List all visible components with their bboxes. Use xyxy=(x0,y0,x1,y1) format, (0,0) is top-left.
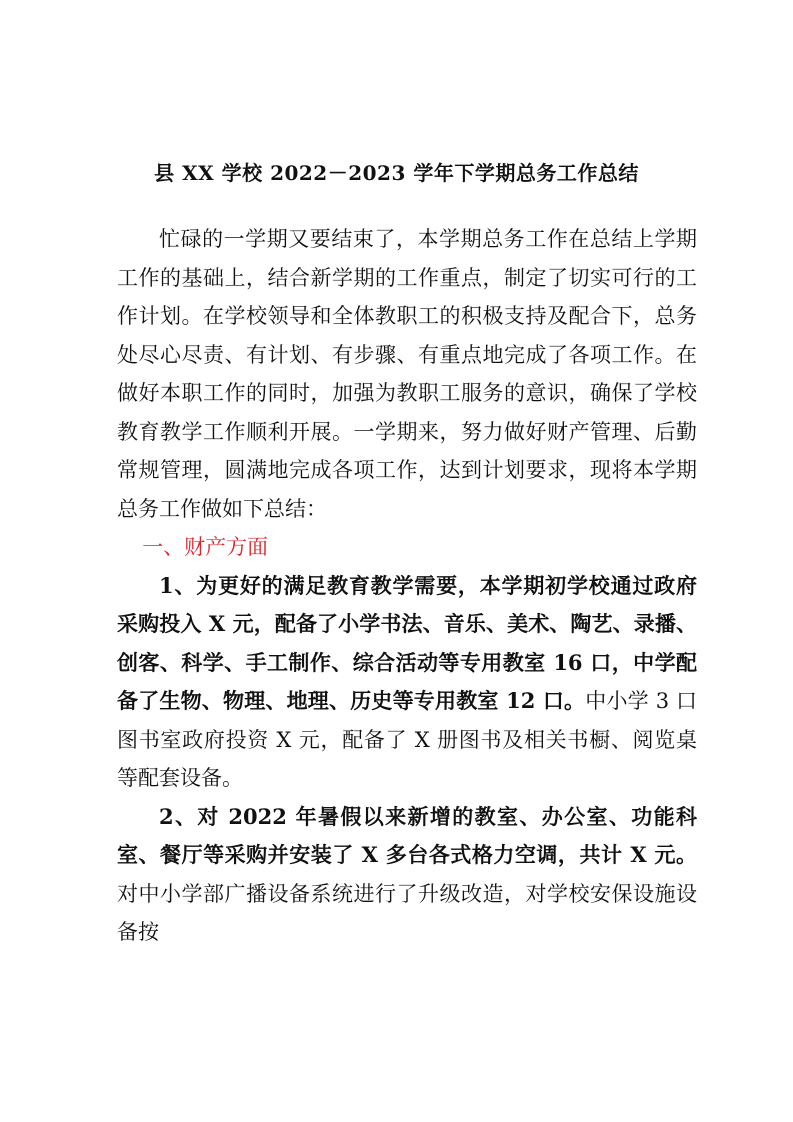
item-paragraph-1 xyxy=(117,567,697,798)
item-paragraph-2 xyxy=(117,798,697,952)
item-1-normal-text: 中小学 3 口图书室政府投资 X 元，配备了 X 册图书及相关书橱、阅览桌等配套设备。 xyxy=(117,689,697,790)
document-title: 县 XX 学校 2022－2023 学年下学期总务工作总结 xyxy=(154,161,639,185)
item-1-bold-text: 1、为更好的满足教育教学需要，本学期初学校通过政府采购投入 X 元，配备了小学书法、音乐、美术、陶艺、录播、创客、科学、手工制作、综合活动等专用教室 16 口，中学配备了生物、物理、地理、历史等专用教室 12 口。 xyxy=(117,572,697,713)
item-2-bold-text: 2、对 2022 年暑假以来新增的教室、办公室、功能科室、餐厅等采购并安装了 X 多台各式格力空调，共计 X 元。 xyxy=(117,803,697,867)
intro-paragraph: 忙碌的一学期又要结束了，本学期总务工作在总结上学期工作的基础上，结合新学期的工作重点，制定了切实可行的工作计划。在学校领导和全体教职工的积极支持及配合下，总务处尽心尽责、有计划、有步骤、有重点地完成了各项工作。在做好本职工作的同时，加强为教职工服务的意识，确保了学校教育教学工作顺利开展。一学期来，努力做好财产管理、后勤常规管理，圆满地完成各项工作，达到计划要求，现将本学期总务工作做如下总结： xyxy=(117,227,697,521)
document-body xyxy=(117,220,697,952)
section-heading-property: 一、财产方面 xyxy=(142,535,269,559)
item-2-normal-text: 对中小学部广播设备系统进行了升级改造，对学校安保设施设备按 xyxy=(117,881,697,944)
